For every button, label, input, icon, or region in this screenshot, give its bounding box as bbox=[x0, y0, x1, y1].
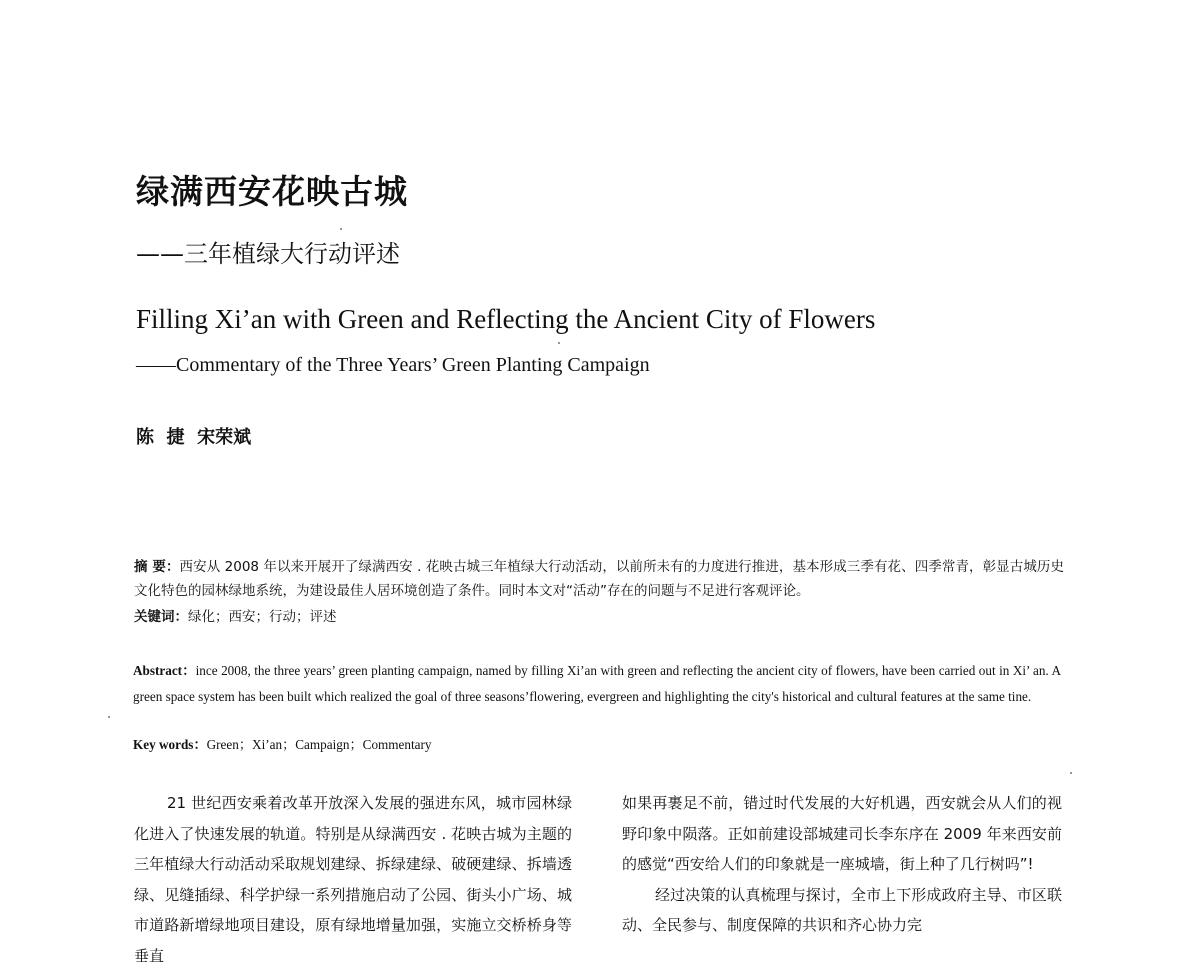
chinese-abstract bbox=[134, 555, 1064, 603]
scan-speck bbox=[108, 716, 110, 718]
chinese-keywords-label: 关键词： bbox=[134, 609, 188, 625]
chinese-title: 绿满西安花映古城 bbox=[136, 172, 408, 211]
english-abstract bbox=[133, 658, 1061, 709]
chinese-abstract-text: 西安从 2008 年以来开展开了绿满西安 . 花映古城三年植绿大行动活动，以前所未有的力度进行推进，基本形成三季有花、四季常青，彰显古城历史文化特色的园林绿地系统，为建设最佳人居环境创造了条件。同时本文对“活动”存在的问题与不足进行客观评论。 bbox=[134, 559, 1065, 599]
english-title: Filling Xi’an with Green and Reflecting the Ancient City of Flowers bbox=[136, 304, 876, 334]
chinese-abstract-label: 摘 要： bbox=[134, 559, 180, 575]
chinese-keywords-text: 绿化；西安；行动；评述 bbox=[188, 609, 337, 625]
scan-speck bbox=[1070, 772, 1072, 774]
english-keywords-label: Key words： bbox=[133, 737, 207, 752]
body-paragraph: 经过决策的认真梳理与探讨，全市上下形成政府主导、市区联动、全民参与、制度保障的共识和齐心协力完 bbox=[622, 885, 1062, 934]
body-paragraph: 21 世纪西安乘着改革开放深入发展的强进东风，城市园林绿化进入了快速发展的轨道。特别是从绿满西安 . 花映古城为主题的三年植绿大行动活动采取规划建绿、拆绿建绿、破硬建绿、拆墙透绿、见缝插绿、科学护绿一系列措施启动了公园、街头小广场、城市道路新增绿地项目建设，原有绿地增量加强，实施立交桥桥身等垂直 bbox=[134, 794, 572, 965]
body-column-left bbox=[134, 788, 572, 971]
scan-speck bbox=[340, 228, 342, 230]
english-keywords-text: Green；Xi’an；Campaign；Commentary bbox=[206, 737, 432, 752]
body-paragraph: 如果再裹足不前，错过时代发展的大好机遇，西安就会从人们的视野印象中陨落。正如前建设部城建司长李东序在 2009 年来西安前的感觉“西安给人们的印象就是一座城墙，街上种了几行树吗”! bbox=[622, 794, 1062, 873]
chinese-keywords bbox=[134, 605, 337, 629]
english-abstract-label: Abstract： bbox=[133, 663, 196, 678]
scan-speck bbox=[558, 342, 560, 344]
chinese-subtitle: ——三年植绿大行动评述 bbox=[136, 240, 400, 268]
english-keywords bbox=[133, 734, 432, 756]
authors: 陈 捷 宋荣斌 bbox=[136, 427, 252, 448]
english-subtitle: ——Commentary of the Three Years’ Green Planting Campaign bbox=[136, 354, 650, 376]
body-column-right bbox=[622, 788, 1062, 941]
english-abstract-text: ince 2008, the three years’ green planting campaign, named by filling Xi’an with green and reflecting the ancient city of flowers, have been carried out in Xi’ an. A green space system has been built which realized the goal of three seasons’flowering, evergreen and highlighting the city's historical and cultural features at the same tine. bbox=[133, 663, 1061, 704]
